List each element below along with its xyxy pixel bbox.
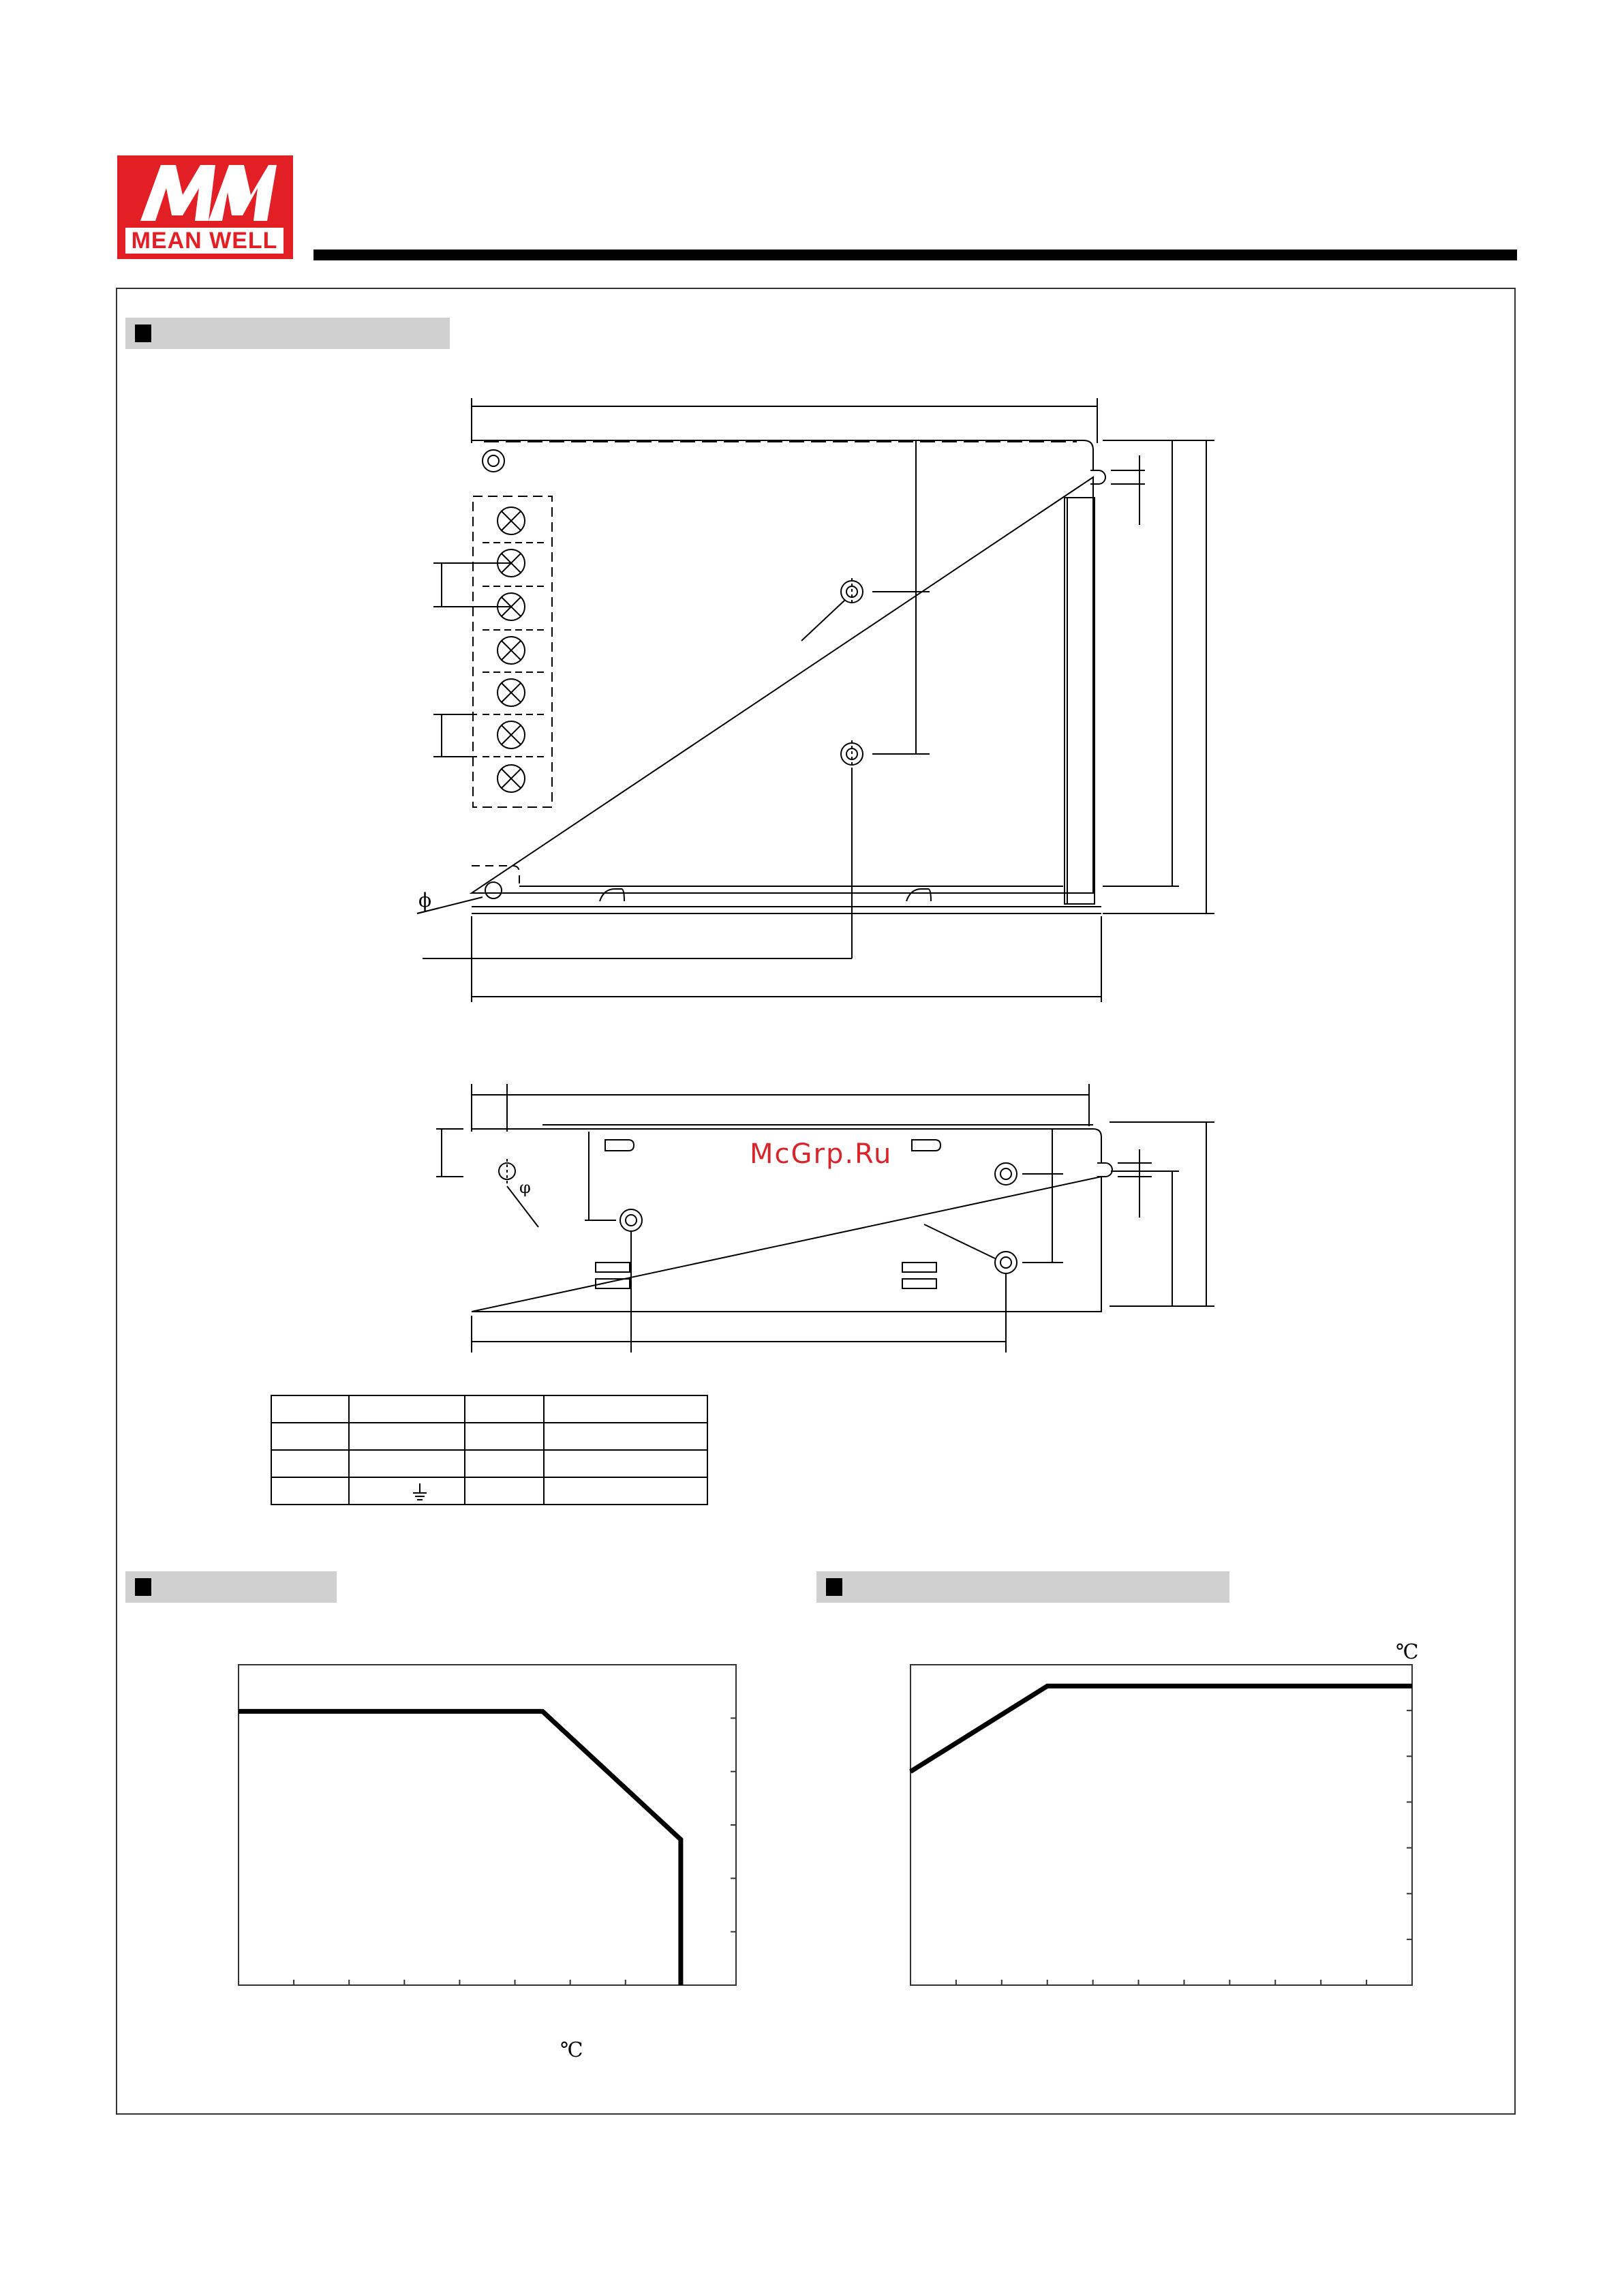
fg-symbol-label: ϕ xyxy=(418,889,432,911)
section-bar-output-derating xyxy=(816,1571,1229,1603)
derating-series-line xyxy=(239,1711,681,1985)
terminal-screws xyxy=(498,507,525,792)
fg-symbol-side-label: φ xyxy=(519,1178,531,1197)
derating-chart xyxy=(232,1657,750,1997)
output-derating-series-line xyxy=(911,1686,1412,1771)
watermark: McGrp.Ru xyxy=(750,1138,893,1170)
section-bar-derating xyxy=(125,1571,337,1603)
derating-unit-label: ℃ xyxy=(560,2038,583,2062)
output-derating-chart-frame xyxy=(911,1665,1412,1985)
output-derating-unit-label: ℃ xyxy=(1396,1640,1419,1664)
logo-wordmark: MEAN WELL xyxy=(125,228,284,254)
output-derating-chart xyxy=(904,1657,1422,1997)
